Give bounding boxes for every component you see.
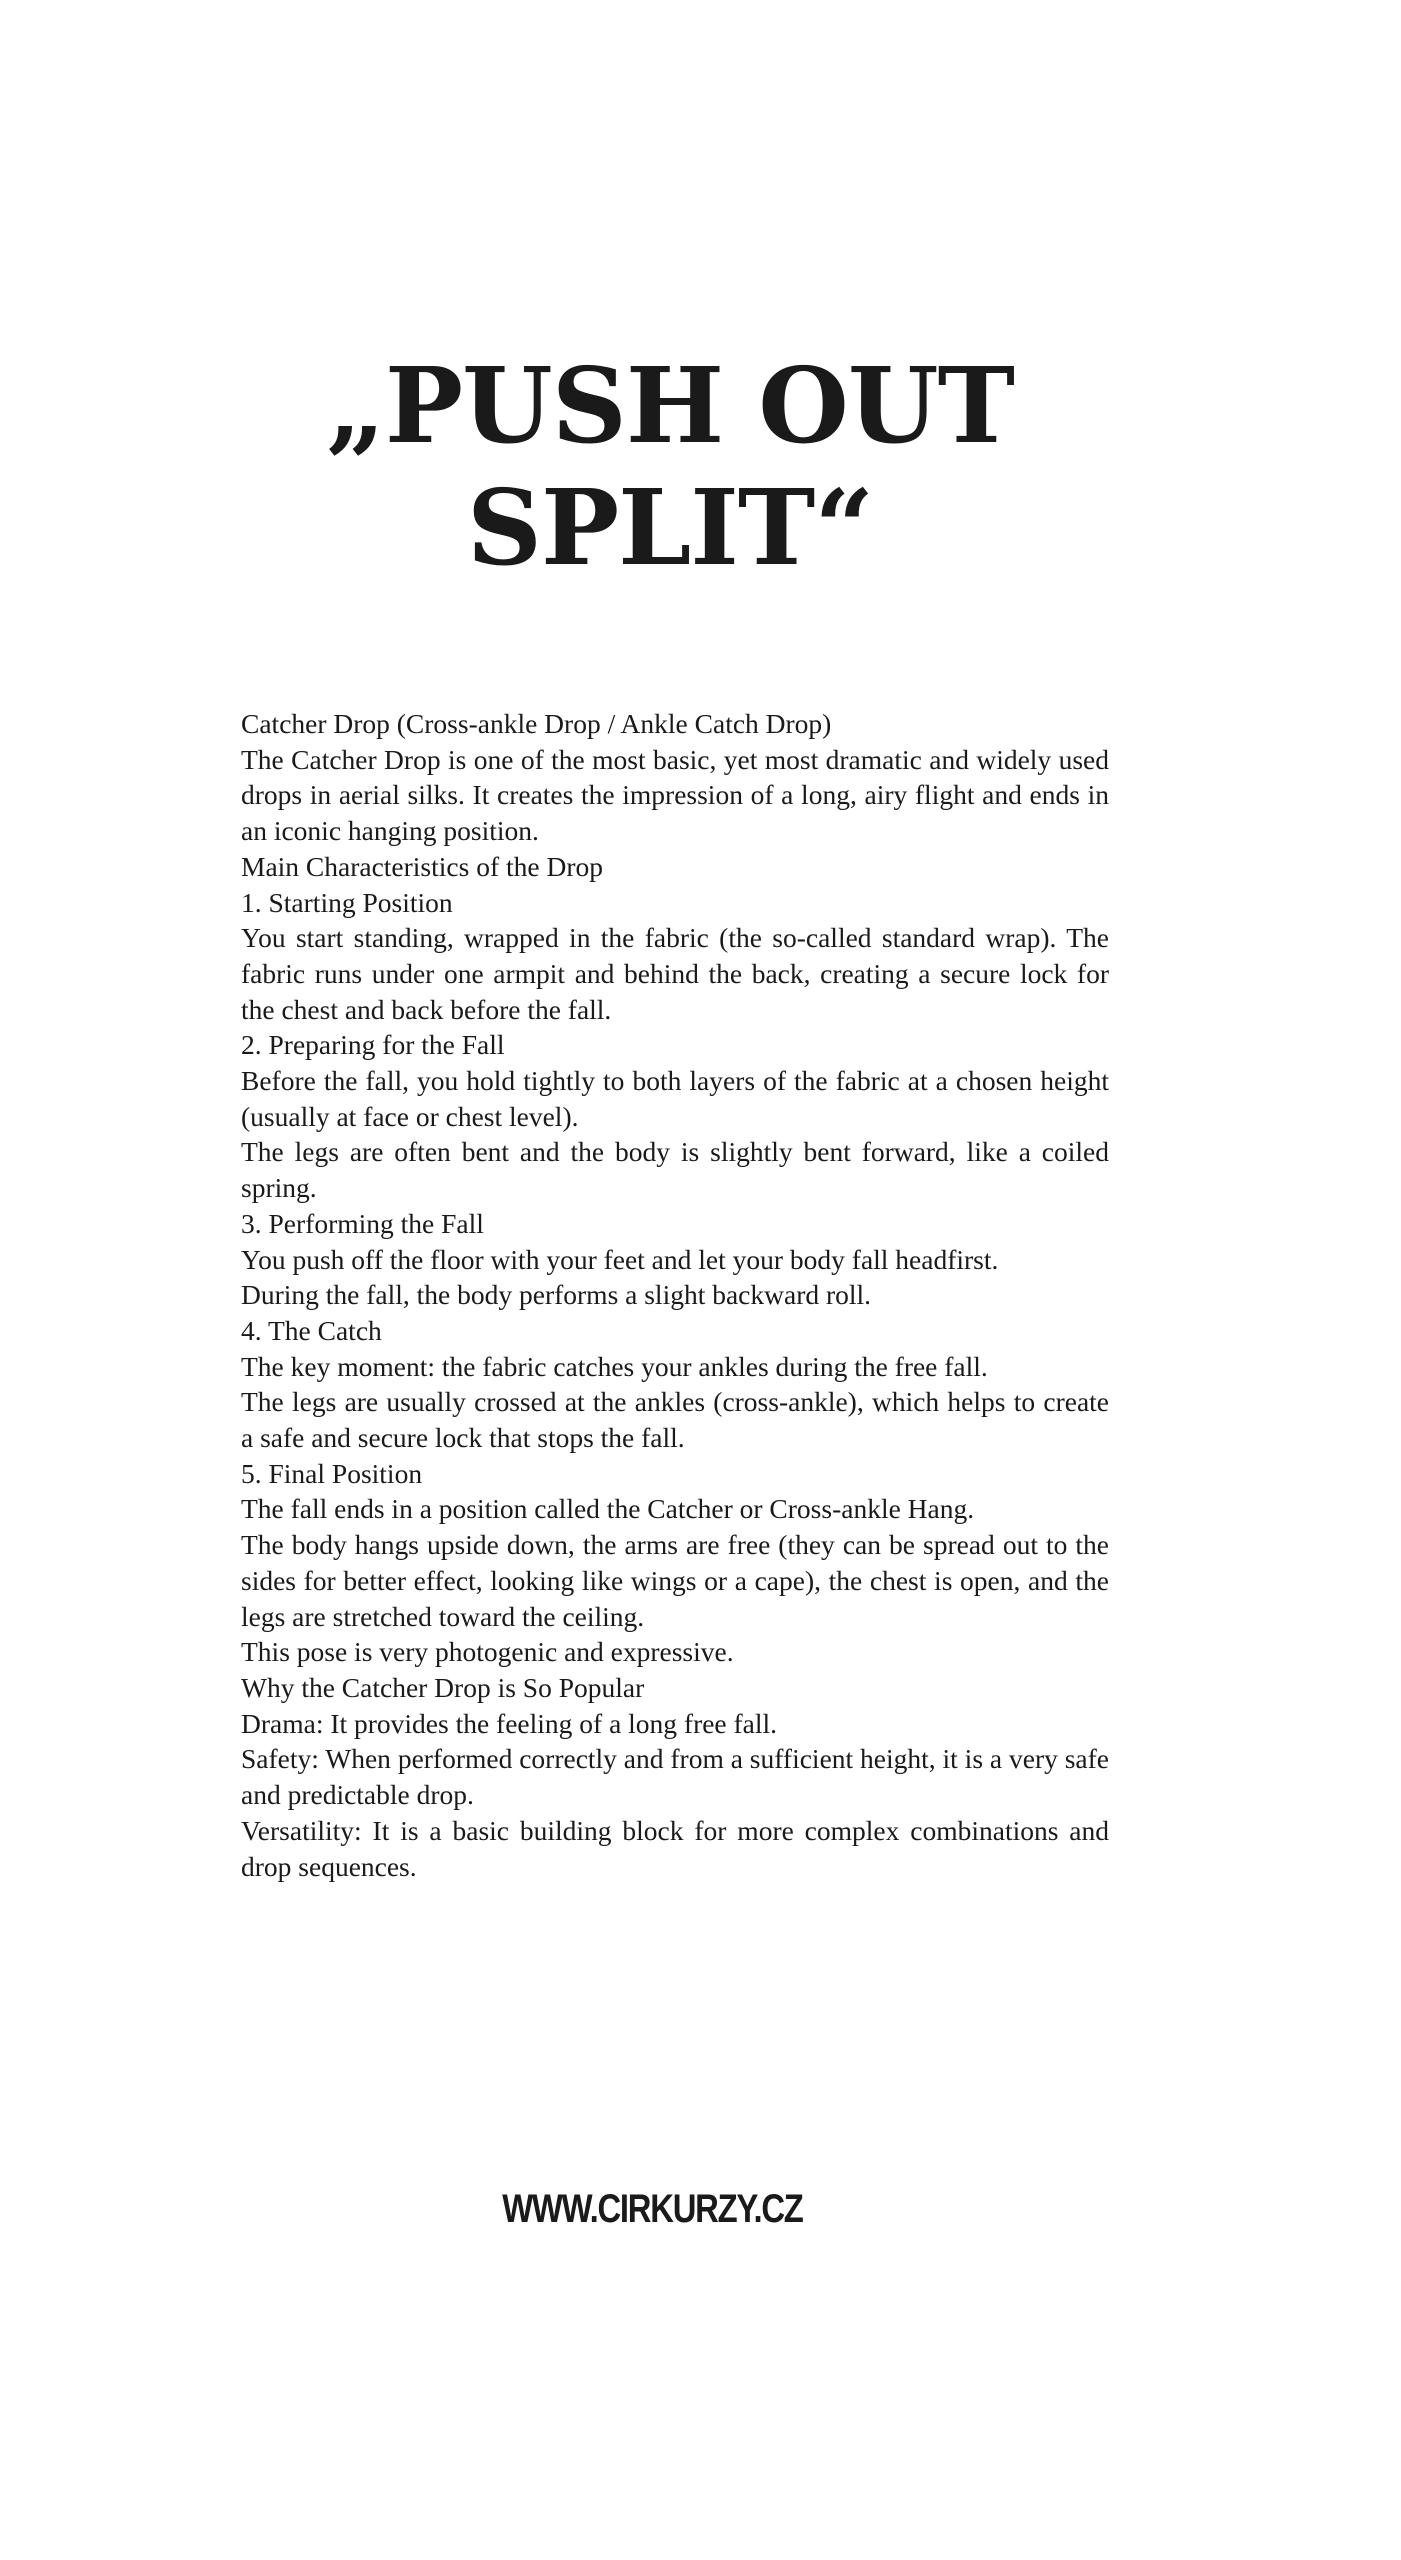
paragraph: The legs are usually crossed at the ankles (cross-ankle), which helps to create a safe and secure lock that stops the fall. (241, 1386, 1109, 1454)
title-line-1: „PUSH OUT (326, 344, 1014, 467)
paragraph: The body hangs upside down, the arms are free (they can be spread out to the sides for better effect, looking like wings or a cape), the chest is open, and the legs are stretched toward the ceiling. (241, 1529, 1109, 1632)
paragraph: The legs are often bent and the body is slightly bent forward, like a coiled spring. (241, 1136, 1109, 1204)
paragraph: This pose is very photogenic and expressive. (241, 1636, 734, 1668)
page-title (0, 345, 1340, 589)
paragraph: Safety: When performed correctly and from a sufficient height, it is a very safe and predictable drop. (241, 1743, 1109, 1811)
paragraph: Before the fall, you hold tightly to both layers of the fabric at a chosen height (usually at face or chest level). (241, 1065, 1109, 1132)
footer-url: WWW.CIRKURZY.CZ (502, 2187, 803, 2231)
title-line-2: SPLIT“ (466, 466, 874, 589)
section-heading: Why the Catcher Drop is So Popular (241, 1671, 645, 1703)
paragraph: The fall ends in a position called the Catcher or Cross-ankle Hang. (241, 1493, 975, 1525)
paragraph: During the fall, the body performs a slight backward roll. (241, 1279, 872, 1311)
intro-paragraph: The Catcher Drop is one of the most basic, yet most dramatic and widely used drops in aerial silks. It creates the impression of a long, airy flight and ends in an iconic hanging position. (241, 743, 1109, 847)
step-heading: 1. Starting Position (241, 886, 453, 918)
step-heading: 4. The Catch (241, 1314, 382, 1346)
subtitle-paragraph: Catcher Drop (Cross-ankle Drop / Ankle Catch Drop) (241, 708, 832, 739)
step-heading: 3. Performing the Fall (241, 1207, 484, 1239)
step-heading: 5. Final Position (241, 1457, 423, 1489)
paragraph: The key moment: the fabric catches your ankles during the free fall. (241, 1350, 988, 1382)
paragraph: Drama: It provides the feeling of a long free fall. (241, 1707, 778, 1739)
section-heading: Main Characteristics of the Drop (241, 850, 603, 882)
body-text (241, 706, 1109, 1884)
paragraph: Versatility: It is a basic building block for more complex combinations and drop sequences. (241, 1814, 1109, 1882)
paragraph: You start standing, wrapped in the fabric (the so-called standard wrap). The fabric runs under one armpit and behind the back, creating a secure lock for the chest and back before the fall. (241, 922, 1109, 1025)
paragraph: You push off the floor with your feet and let your body fall headfirst. (241, 1243, 999, 1275)
step-heading: 2. Preparing for the Fall (241, 1029, 505, 1061)
